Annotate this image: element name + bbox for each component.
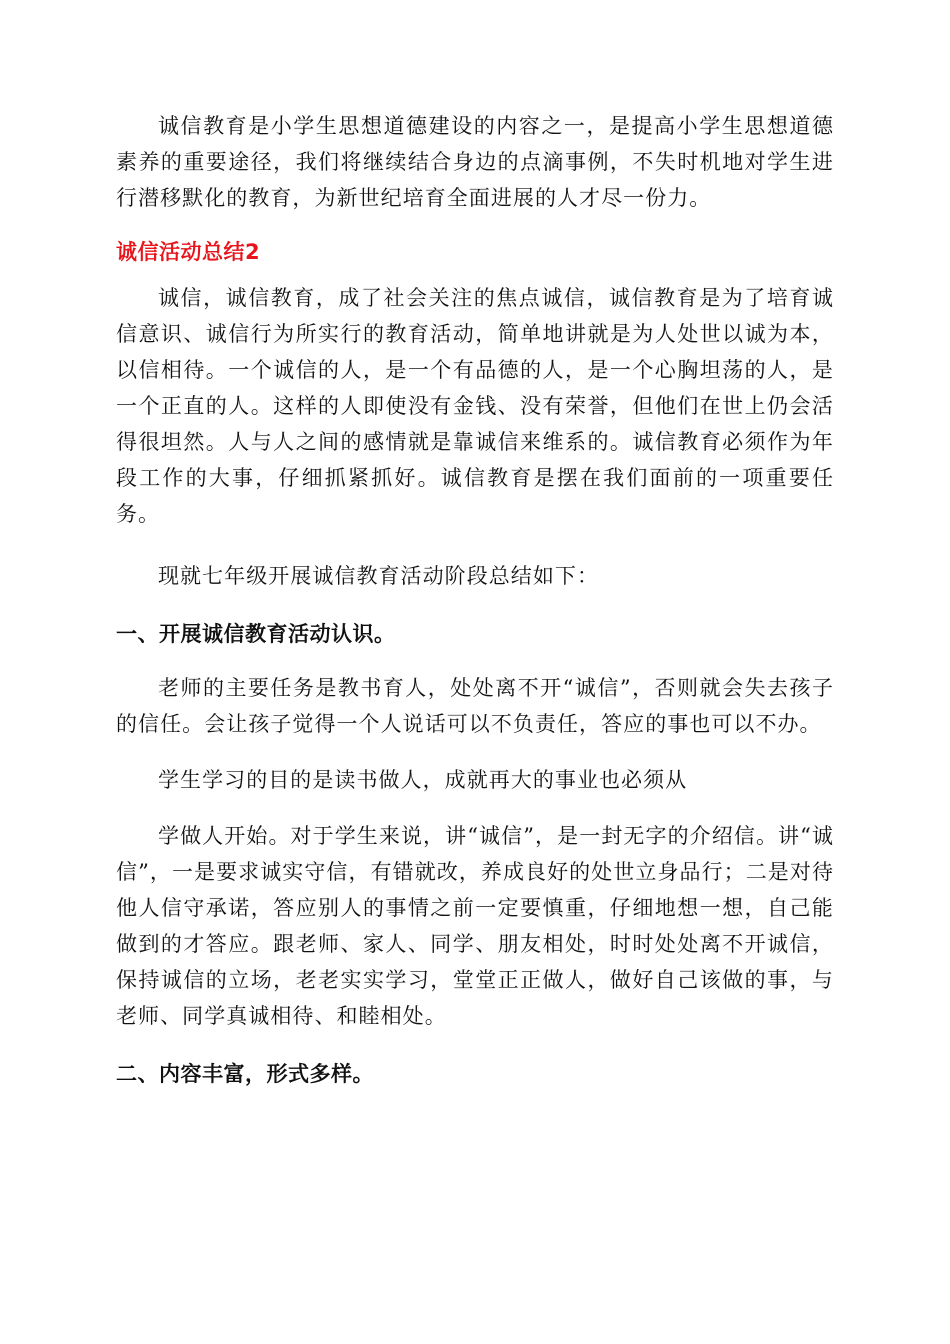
paragraph-study-purpose: 学生学习的目的是读书做人，成就再大的事业也必须从 bbox=[158, 768, 688, 792]
paragraph-learn-to-be-human: 学做人开始。对于学生来说，讲“诚信”，是一封无字的介绍信。讲“诚信”，一是要求诚实守信，有错就改，养成良好的处世立身品行；二是对待他人信守承诺，答应别人的事情之前一定要慎重，仔细地想一想，自己能做到的才答应。跟老师、家人、同学、朋友相处，时时处处离不开诚信，保持诚信的立场，老老实实学习，堂堂正正做人，做好自己该做的事，与老师、同学真诚相待、和睦相处。 bbox=[116, 824, 834, 1028]
paragraph-intro: 诚信教育是小学生思想道德建设的内容之一，是提高小学生思想道德素养的重要途径，我们将继续结合身边的点滴事例，不失时机地对学生进行潜移默化的教育，为新世纪培育全面进展的人才尽一份力。 bbox=[116, 114, 834, 210]
paragraph-summary-lead: 现就七年级开展诚信教育活动阶段总结如下： bbox=[158, 564, 599, 588]
section-heading-1: 一、开展诚信教育活动认识。 bbox=[116, 622, 396, 646]
section-heading-red: 诚信活动总结2 bbox=[116, 240, 261, 264]
paragraph-teacher-task: 老师的主要任务是教书育人，处处离不开“诚信”，否则就会失去孩子的信任。会让孩子觉得一个人说话可以不负责任，答应的事也可以不办。 bbox=[116, 676, 834, 736]
section-heading-2: 二、内容丰富，形式多样。 bbox=[116, 1062, 374, 1086]
paragraph-integrity-definition: 诚信，诚信教育，成了社会关注的焦点诚信，诚信教育是为了培育诚信意识、诚信行为所实行的教育活动，简单地讲就是为人处世以诚为本，以信相待。一个诚信的人，是一个有品德的人，是一个心胸坦荡的人，是一个正直的人。这样的人即使没有金钱、没有荣誉，但他们在世上仍会活得很坦然。人与人之间的感情就是靠诚信来维系的。诚信教育必须作为年段工作的大事，仔细抓紧抓好。诚信教育是摆在我们面前的一项重要任务。 bbox=[116, 286, 834, 526]
